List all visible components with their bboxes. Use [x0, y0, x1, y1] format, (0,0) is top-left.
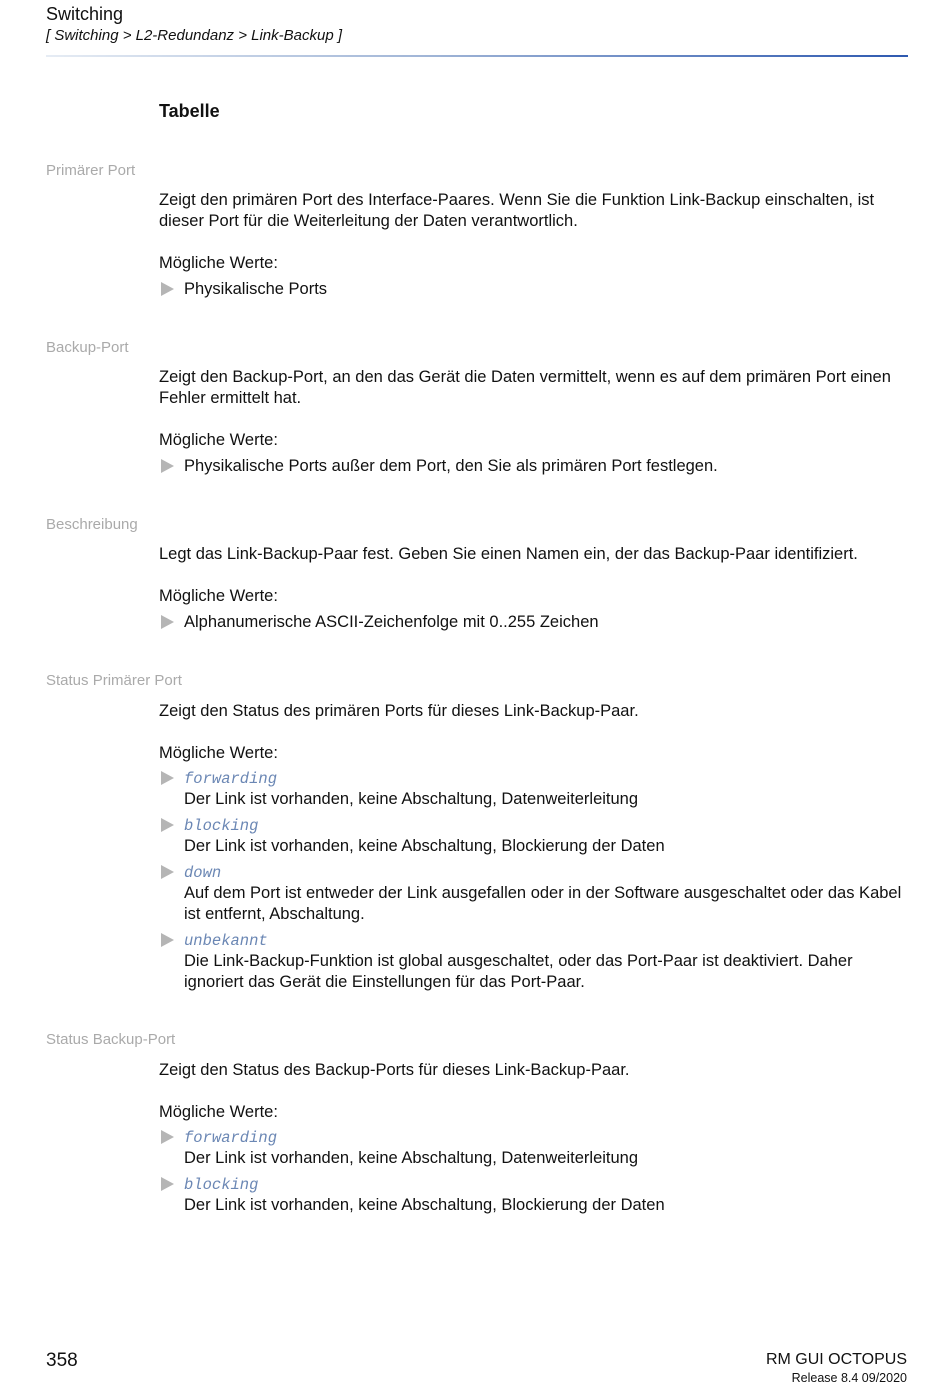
bullet-arrow-icon	[161, 282, 174, 296]
value-item: Alphanumerische ASCII-Zeichenfolge mit 0..255 Zeichen	[184, 613, 599, 631]
bullet-arrow-icon	[161, 771, 174, 785]
possible-values-heading: Mögliche Werte:	[159, 587, 278, 605]
value-code: down	[184, 864, 222, 882]
running-header-title: Switching	[46, 4, 124, 24]
possible-values-heading: Mögliche Werte:	[159, 254, 278, 272]
header-divider	[46, 55, 908, 57]
bullet-arrow-icon	[161, 933, 174, 947]
param-description-status-primary: Zeigt den Status des primären Ports für dieses Link-Backup-Paar.	[159, 702, 639, 720]
param-description-description: Legt das Link-Backup-Paar fest. Geben Sie einen Namen ein, der das Backup-Paar identifiziert.	[159, 545, 858, 563]
release-info: Release 8.4 09/2020	[791, 1371, 907, 1385]
param-description-primary-port: Zeigt den primären Port des Interface-Paares. Wenn Sie die Funktion Link-Backup einschalten, ist dieser Port für die Weiterleitung der Daten verantwortlich.	[159, 191, 875, 230]
param-label-primary-port: Primärer Port	[46, 162, 136, 179]
section-heading: Tabelle	[159, 101, 220, 121]
value-code: blocking	[184, 1176, 259, 1194]
page-number: 358	[46, 1350, 78, 1371]
bullet-arrow-icon	[161, 1177, 174, 1191]
possible-values-heading: Mögliche Werte:	[159, 431, 278, 449]
param-label-description: Beschreibung	[46, 516, 138, 533]
value-code: blocking	[184, 817, 259, 835]
possible-values-heading: Mögliche Werte:	[159, 744, 278, 762]
value-item: Der Link ist vorhanden, keine Abschaltung, Datenweiterleitung	[184, 1149, 639, 1167]
value-item: Die Link-Backup-Funktion ist global ausgeschaltet, oder das Port-Paar ist deaktiviert. Daher ignoriert das Gerät die Einstellungen für das Port-Paar.	[184, 952, 853, 991]
value-code: forwarding	[184, 770, 278, 788]
value-item: Physikalische Ports außer dem Port, den Sie als primären Port festlegen.	[184, 457, 718, 475]
value-item: Der Link ist vorhanden, keine Abschaltung, Datenweiterleitung	[184, 790, 639, 808]
param-description-status-backup: Zeigt den Status des Backup-Ports für dieses Link-Backup-Paar.	[159, 1061, 630, 1079]
value-code: unbekannt	[184, 932, 268, 950]
value-code: forwarding	[184, 1129, 278, 1147]
bullet-arrow-icon	[161, 865, 174, 879]
bullet-arrow-icon	[161, 459, 174, 473]
param-label-backup-port: Backup-Port	[46, 339, 129, 356]
value-item: Auf dem Port ist entweder der Link ausgefallen oder in der Software ausgeschaltet oder das Kabel ist entfernt, Abschaltung.	[184, 884, 902, 923]
bullet-arrow-icon	[161, 818, 174, 832]
value-item: Der Link ist vorhanden, keine Abschaltung, Blockierung der Daten	[184, 837, 665, 855]
possible-values-heading: Mögliche Werte:	[159, 1103, 278, 1121]
breadcrumb: [ Switching > L2-Redundanz > Link-Backup ]	[46, 27, 343, 44]
param-label-status-backup: Status Backup-Port	[46, 1031, 176, 1048]
value-item: Der Link ist vorhanden, keine Abschaltung, Blockierung der Daten	[184, 1196, 665, 1214]
param-description-backup-port: Zeigt den Backup-Port, an den das Gerät die Daten vermittelt, wenn es auf dem primären Port einen Fehler ermittelt hat.	[159, 368, 891, 407]
bullet-arrow-icon	[161, 1130, 174, 1144]
value-item: Physikalische Ports	[184, 280, 328, 298]
document-name: RM GUI OCTOPUS	[765, 1351, 907, 1368]
bullet-arrow-icon	[161, 615, 174, 629]
param-label-status-primary: Status Primärer Port	[46, 672, 182, 689]
